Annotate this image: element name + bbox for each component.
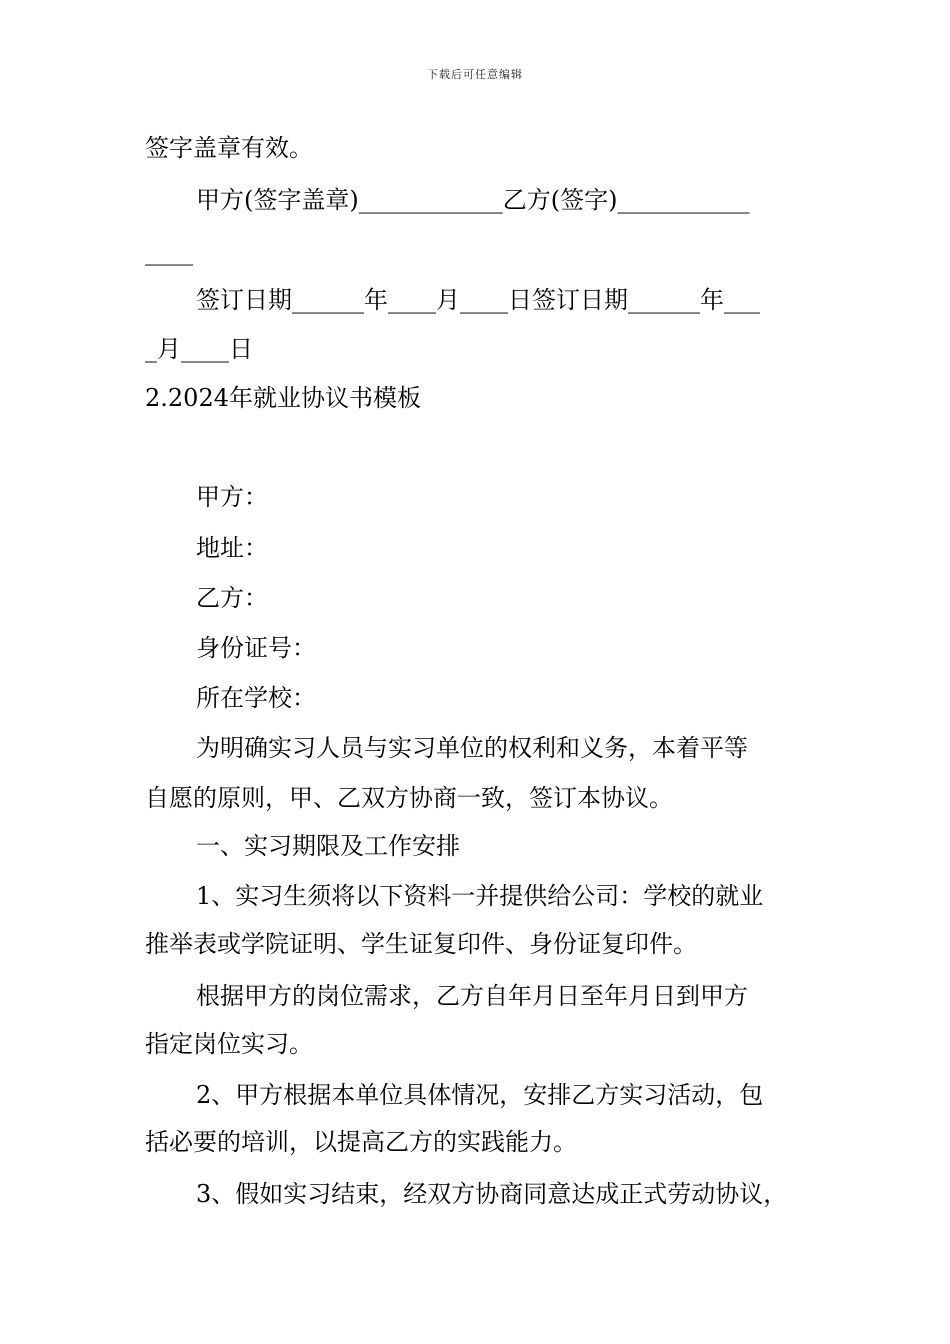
signature-line-continued: ____ bbox=[145, 238, 193, 266]
date-line: 签订日期______年____月____日签订日期______年___ bbox=[196, 286, 760, 314]
date-line-continued: _月____日 bbox=[145, 335, 253, 363]
paragraph-line: 3、假如实习结束，经双方协商同意达成正式劳动协议， bbox=[196, 1180, 788, 1208]
text-line: 签字盖章有效。 bbox=[145, 134, 313, 162]
field-school: 所在学校： bbox=[196, 684, 316, 712]
paragraph-line: 括必要的培训，以提高乙方的实践能力。 bbox=[145, 1128, 577, 1156]
paragraph-line: 指定岗位实习。 bbox=[145, 1030, 313, 1058]
field-party-b: 乙方： bbox=[196, 584, 268, 612]
field-party-a: 甲方： bbox=[196, 483, 268, 511]
clause-heading: 一、实习期限及工作安排 bbox=[196, 832, 460, 860]
paragraph-line: 为明确实习人员与实习单位的权利和义务，本着平等 bbox=[196, 734, 748, 762]
field-address: 地址： bbox=[196, 534, 268, 562]
paragraph-line: 自愿的原则，甲、乙双方协商一致，签订本协议。 bbox=[145, 784, 673, 812]
paragraph-line: 1、实习生须将以下资料一并提供给公司：学校的就业 bbox=[196, 882, 764, 910]
section-title: 2.2024年就业协议书模板 bbox=[145, 384, 421, 412]
signature-line: 甲方(签字盖章)____________乙方(签字)___________ bbox=[196, 186, 750, 214]
paragraph-line: 推举表或学院证明、学生证复印件、身份证复印件。 bbox=[145, 930, 697, 958]
paragraph-line: 2、甲方根据本单位具体情况，安排乙方实习活动，包 bbox=[196, 1081, 764, 1109]
field-id-number: 身份证号： bbox=[196, 634, 316, 662]
page-header: 下载后可任意编辑 bbox=[427, 68, 523, 81]
paragraph-line: 根据甲方的岗位需求，乙方自年月日至年月日到甲方 bbox=[196, 982, 748, 1010]
